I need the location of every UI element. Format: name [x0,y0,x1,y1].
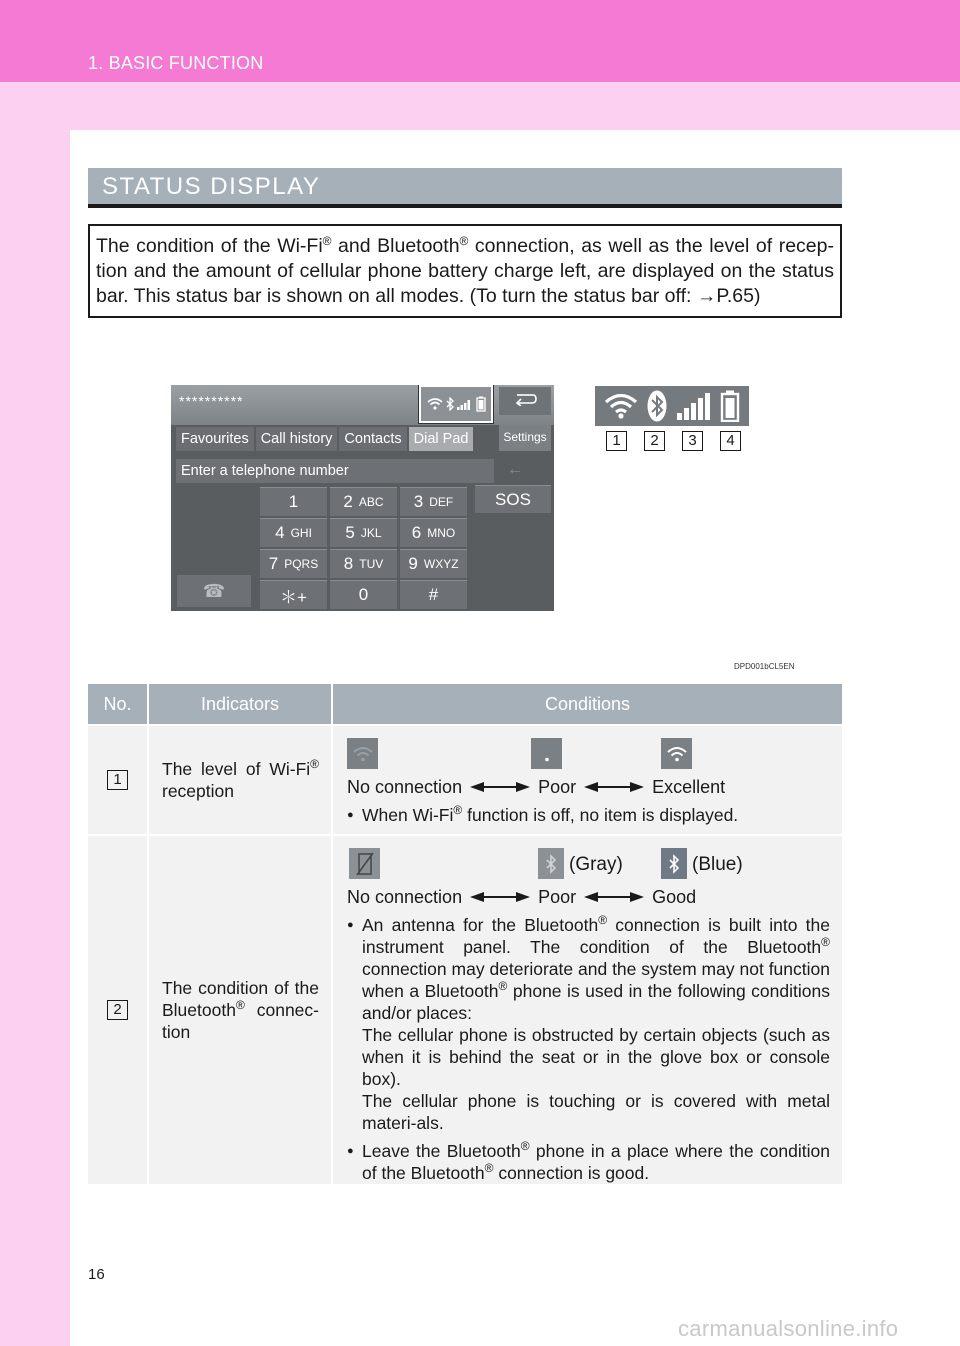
bullet-note: ● An antenna for the Bluetooth® connection is built into the instrument panel. The condition of the Bluetooth® connection may deteriorate and the system may not function when a Bluetooth® phone is used in the following conditions and/or places: [347,914,830,1024]
key-letters: GHI [290,526,312,540]
condition-cell [333,726,842,834]
registered-mark: ® [459,234,469,248]
key-digit: 9 [408,554,418,573]
wifi-level-scale [347,776,830,798]
key-letters: PQRS [284,557,319,571]
figure-code: DPD001bCL5EN [734,662,795,671]
key-digit: 6 [411,523,422,542]
section-heading [88,168,842,208]
table-row [88,724,842,834]
number-label-4: 4 [720,431,741,451]
condition-paragraph: The cellular phone is touching or is covered with metal materi-als. [362,1091,830,1133]
key-digit: ＊+ [280,587,307,607]
blue-label: (Blue) [692,854,743,875]
bluetooth-level-icons [347,848,830,882]
dial-key[interactable] [330,487,397,516]
row-number: 1 [107,770,128,790]
intro-text: connection, as well as the level of recep-tion and the amount of cellular phone battery charge left, are displayed on the status bar. This status bar is shown on all modes. (To turn the status bar off: [96,235,834,307]
key-digit: 2 [343,492,353,511]
bluetooth-gray-icon [538,848,564,879]
page-ref-link[interactable]: P.65) [716,285,761,307]
double-arrow-icon [584,782,644,792]
intro-box [88,224,842,318]
key-letters: ABC [358,495,384,509]
key-digit: 5 [345,523,355,542]
tab-contacts[interactable]: Contacts [339,427,406,451]
row-number-cell [88,836,149,1184]
level-excellent: Excellent [652,777,726,797]
number-label-1: 1 [606,431,627,451]
key-digit: 7 [268,554,279,573]
key-letters: MNO [427,526,456,540]
gray-label: (Gray) [569,854,623,875]
dial-key[interactable] [330,580,397,609]
dial-key[interactable] [400,487,467,516]
wifi-no-connection-icon [347,738,378,769]
key-digit: # [428,585,439,604]
table-header [88,684,842,724]
dial-keypad [260,487,468,609]
condition-cell [333,836,842,1184]
row-number-cell [88,726,149,834]
dial-key[interactable] [400,580,467,609]
wifi-poor-icon [531,738,562,769]
bluetooth-no-connection-icon [349,848,380,879]
double-arrow-icon [584,892,644,902]
key-letters: WXYZ [423,557,459,571]
dial-key[interactable] [260,580,327,609]
dial-key[interactable] [260,487,327,516]
phone-screen-illustration [171,385,554,611]
key-digit: 8 [343,554,354,573]
battery-icon [476,396,486,412]
wifi-level-icons [347,738,830,772]
row-number: 2 [107,1000,128,1020]
section-title: STATUS DISPLAY [102,173,321,200]
tab-favourites[interactable]: Favourites [176,427,254,451]
top-margin-band [70,82,960,130]
battery-icon [720,390,740,422]
condition-paragraph: The cellular phone is obstructed by certain objects (such as when it is behind the seat or in the glove box or console box). [362,1025,830,1089]
intro-text: and Bluetooth [331,235,460,257]
back-button[interactable] [499,387,551,415]
dial-key[interactable] [400,518,467,547]
level-good: Good [652,887,697,907]
header-no: No. [88,684,149,724]
back-arrow-icon [513,392,537,406]
dial-key[interactable] [330,549,397,578]
header-indicators: Indicators [149,684,333,724]
double-arrow-icon [470,892,530,902]
key-digit: 4 [275,523,285,542]
indicator-cell [149,836,333,1184]
page-header [0,0,960,82]
level-poor: Poor [538,777,577,797]
telephone-number-input[interactable]: Enter a telephone number [176,459,494,483]
indicator-cell [149,726,333,834]
bluetooth-blue-icon [661,848,687,879]
key-digit: 1 [288,492,299,511]
signal-icon [677,392,711,420]
status-bar-highlight [419,385,493,423]
device-name: ********** [179,393,244,409]
bullet-note: ● Leave the Bluetooth® phone in a place where the condition of the Bluetooth® connection is good. [347,1140,830,1184]
chapter-title: 1. BASIC FUNCTION [88,53,264,73]
key-letters: JKL [360,526,382,540]
watermark: carmanualsonline.info [678,1316,899,1341]
wifi-icon [427,398,443,410]
indicator-text: The level of Wi-Fi® reception [162,757,319,801]
dial-key[interactable] [260,518,327,547]
registered-mark: ® [322,234,332,248]
bluetooth-icon [446,397,454,411]
intro-text: The condition of the Wi-Fi [96,235,323,257]
ref-arrow: → [696,285,717,307]
delete-icon[interactable]: ← [507,461,523,478]
level-no-connection: No connection [347,887,463,907]
indicator-text: The condition of the Bluetooth® connec-tion [162,978,319,1042]
key-digit: 3 [413,492,424,511]
tab-call-history[interactable]: Call history [256,427,338,451]
screen-tabs [176,427,473,451]
dial-key[interactable] [400,549,467,578]
signal-icon [457,398,473,410]
table-row [88,834,842,1184]
left-margin-band [0,82,70,1346]
level-poor: Poor [538,887,577,907]
bullet-note: ● When Wi-Fi® function is off, no item is displayed. [347,804,830,826]
phone-icon: ☎ [202,581,226,601]
key-letters: DEF [429,495,454,509]
key-digit: 0 [358,585,369,604]
indicators-table [88,684,842,1184]
double-arrow-icon [470,782,530,792]
key-letters: TUV [359,557,384,571]
page-number: 16 [88,1266,105,1283]
wifi-excellent-icon [661,738,692,769]
bluetooth-level-scale [347,886,830,908]
settings-button[interactable]: Settings [499,425,551,451]
dial-key[interactable] [330,518,397,547]
status-number-labels [606,431,741,451]
level-no-connection: No connection [347,777,463,797]
number-label-2: 2 [644,431,665,451]
dial-key[interactable] [260,549,327,578]
sos-button[interactable]: SOS [475,485,551,513]
status-bar-enlarged [595,386,749,426]
call-button[interactable] [177,575,251,607]
tab-dial-pad[interactable]: Dial Pad [409,427,474,451]
bluetooth-icon [647,390,667,422]
header-conditions: Conditions [544,693,631,714]
number-label-3: 3 [682,431,703,451]
wifi-icon [604,393,638,419]
